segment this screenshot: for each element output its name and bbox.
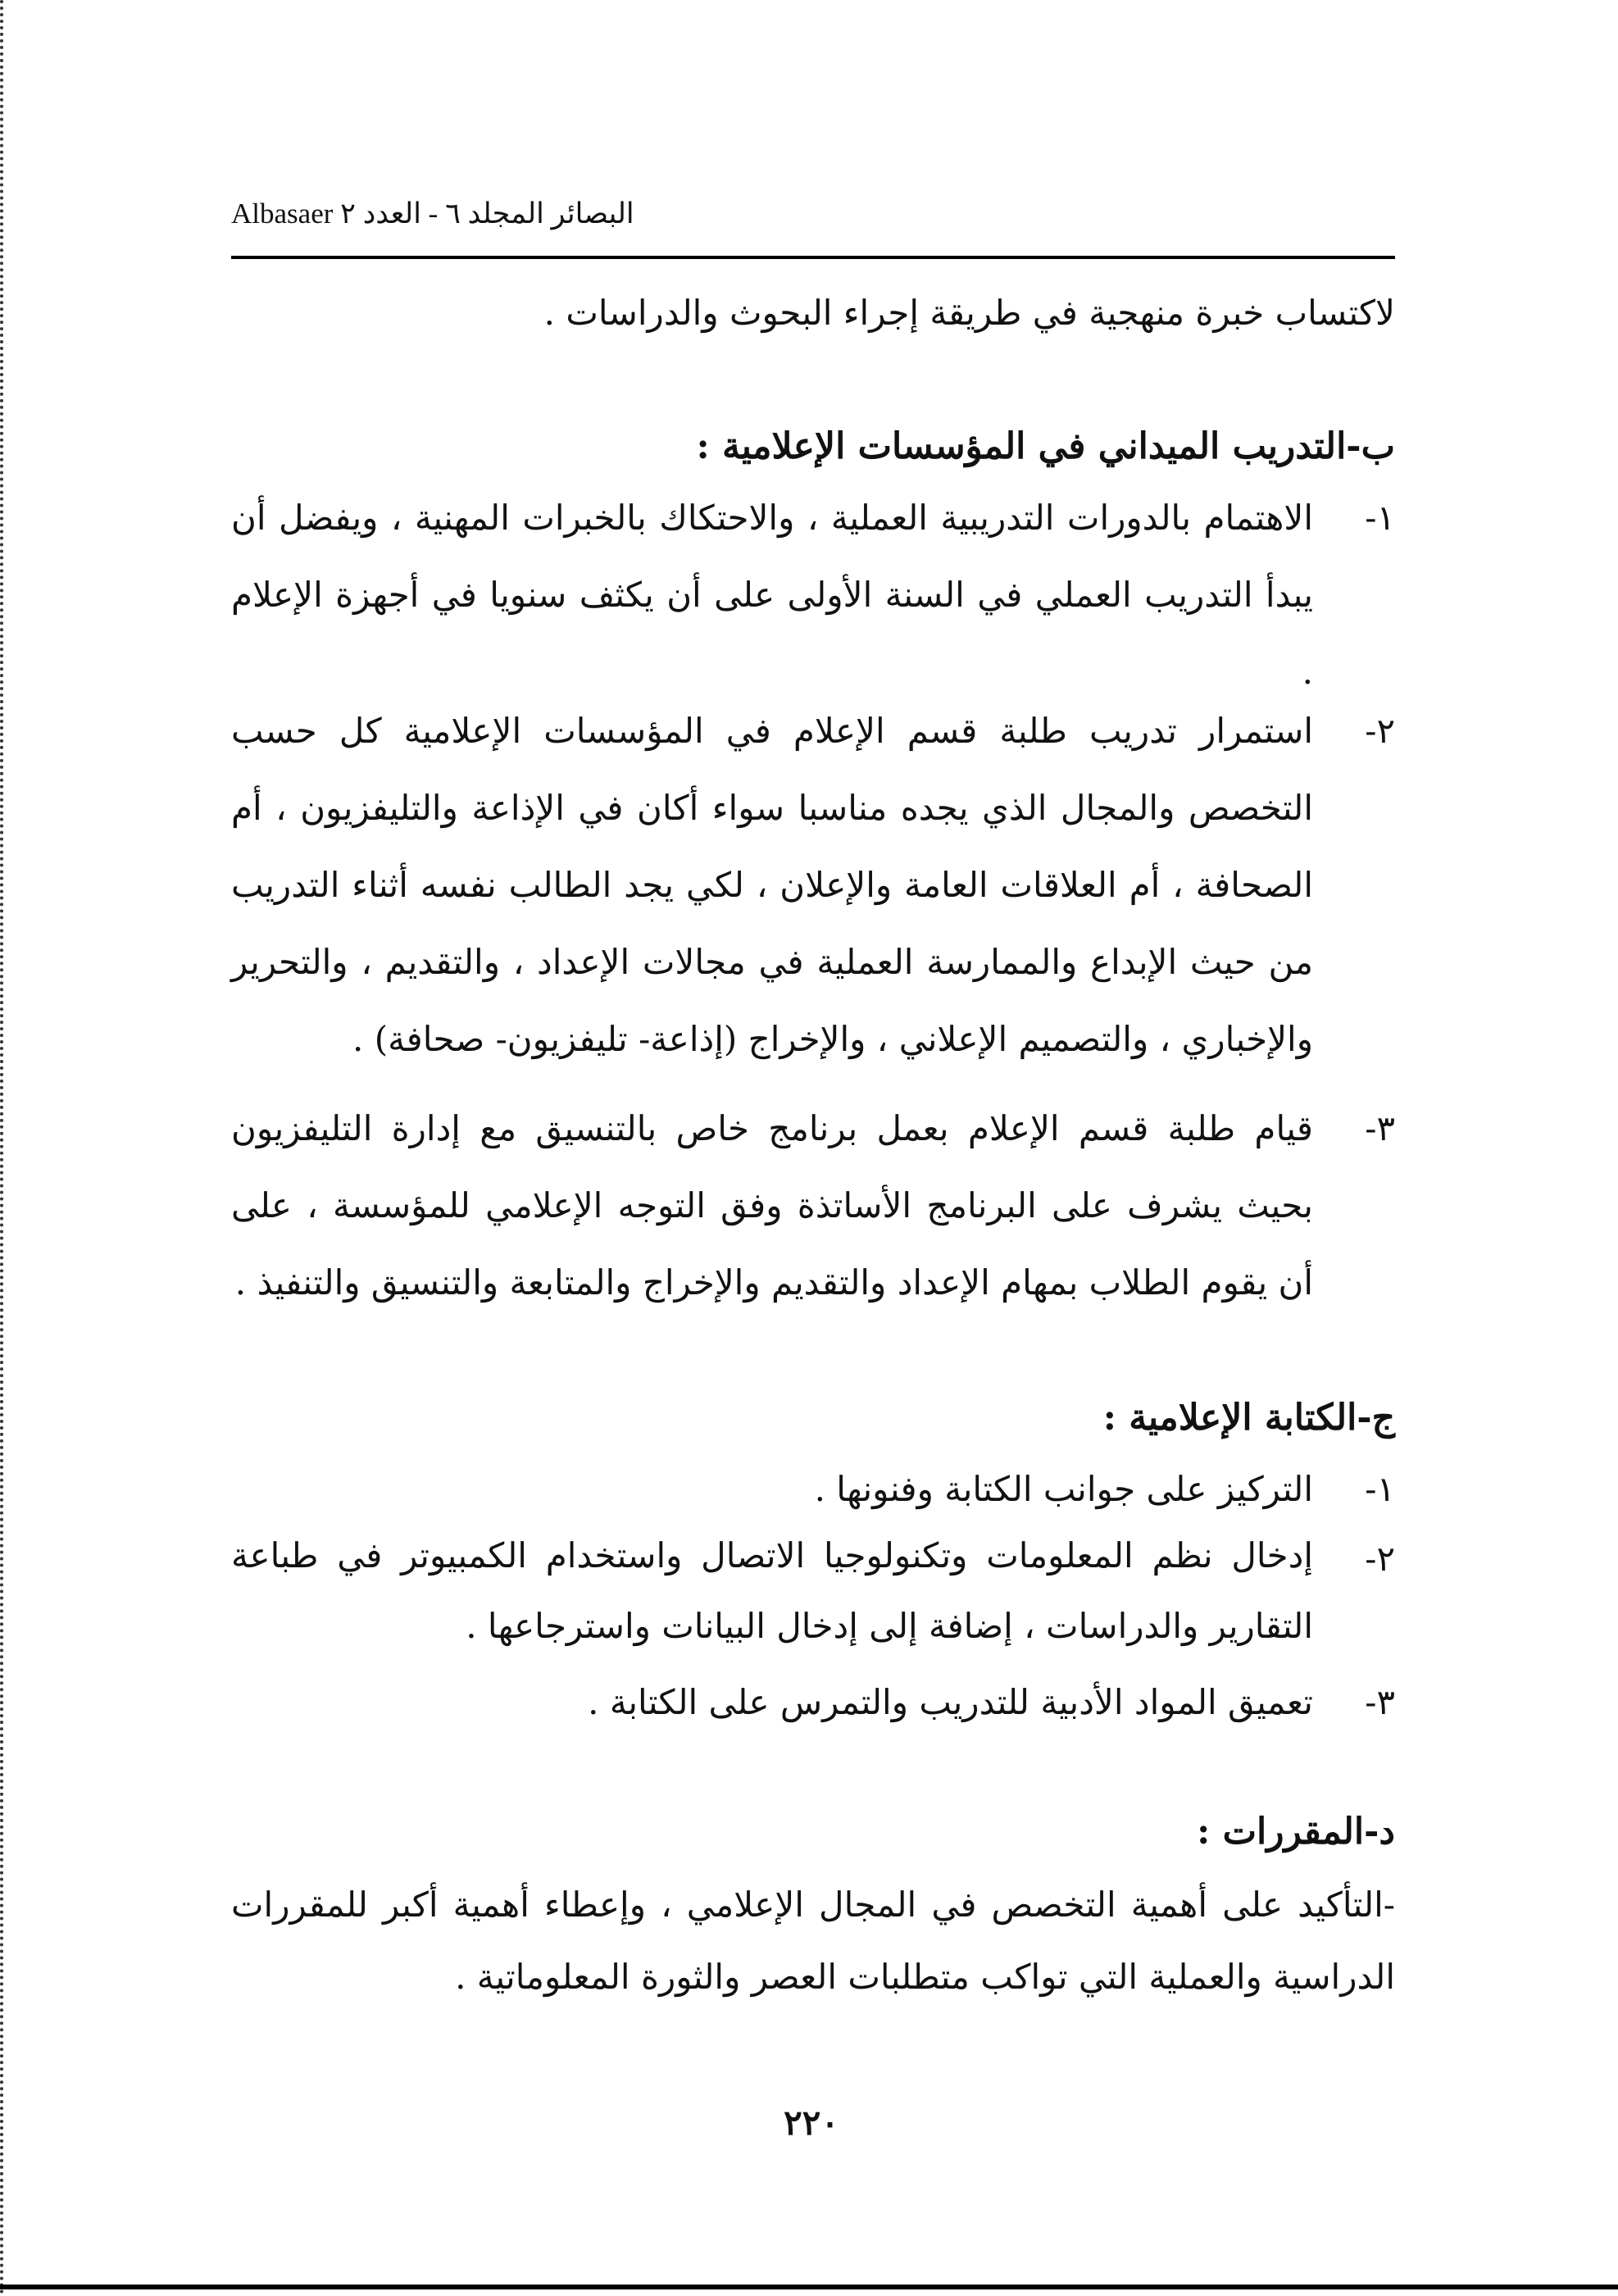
item-text: استمرار تدريب طلبة قسم الإعلام في المؤسسات الإعلامية كل حسب التخصص والمجال الذي يجده مناسبا سواء أكان في الإذاعة والتليفزيون ، أم الصحافة ، أم العلاقات العامة والإعلان ، لكي يجد الطالب نفسه أثناء التدريب من حيث الإبداع والممارسة العملية في مجالات الإعداد ، والتقديم ، والتحرير والإخباري ، والتصميم الإعلاني ، والإخراج (إذاعة- تليفزيون- صحافة) .: [231, 711, 1313, 1059]
section-d-heading: د-المقررات :: [1197, 1811, 1395, 1853]
header-rule: [231, 256, 1395, 259]
item-number: ١-: [1365, 1469, 1395, 1509]
section-b-heading: ب-التدريب الميداني في المؤسسات الإعلامية :: [696, 425, 1395, 467]
journal-header: Albasaer البصائر المجلد ٦ - العدد ٢: [231, 198, 634, 230]
section-b-item-1: [231, 480, 1395, 711]
item-number: ٣-: [1365, 1682, 1395, 1722]
section-c-heading: ج-الكتابة الإعلامية :: [1102, 1397, 1395, 1439]
running-header: [231, 193, 1395, 243]
item-text: التركيز على جوانب الكتابة وفنونها .: [814, 1469, 1313, 1509]
item-number: ١-: [1365, 498, 1395, 538]
section-b-item-3: [231, 1090, 1395, 1321]
section-b-item-2: [231, 693, 1395, 1078]
item-number: ٣-: [1365, 1108, 1395, 1148]
item-text: الاهتمام بالدورات التدريبية العملية ، والاحتكاك بالخبرات المهنية ، ويفضل أن يبدأ التدريب العملي في السنة الأولى على أن يكثف سنويا في أجهزة الإعلام .: [231, 498, 1313, 692]
item-text: إدخال نظم المعلومات وتكنولوجيا الاتصال واستخدام الكمبيوتر في طباعة التقارير والدراسات ، إضافة إلى إدخال البيانات واسترجاعها .: [231, 1535, 1313, 1646]
item-number: ٢-: [1365, 1539, 1395, 1579]
section-d-paragraph: -التأكيد على أهمية التخصص في المجال الإعلامي ، وإعطاء أهمية أكبر للمقررات الدراسية والعملية التي تواكب متطلبات العصر والثورة المعلوماتية .: [231, 1885, 1395, 1997]
section-c-item-2: [231, 1521, 1395, 1662]
item-text: تعميق المواد الأدبية للتدريب والتمرس على الكتابة .: [588, 1682, 1313, 1722]
section-c-item-3: [231, 1664, 1395, 1741]
page-number: ٢٢٠: [784, 2103, 839, 2143]
section-c-item-1: [231, 1451, 1395, 1528]
item-number: ٢-: [1365, 711, 1395, 751]
scan-binding-edge: [0, 0, 7, 2296]
scan-bottom-edge: [0, 2285, 1618, 2289]
item-text: قيام طلبة قسم الإعلام بعمل برنامج خاص بالتنسيق مع إدارة التليفزيون بحيث يشرف على البرنامج الأساتذة وفق التوجه الإعلامي للمؤسسة ، على أن يقوم الطلاب بمهام الإعداد والتقديم والإخراج والمتابعة والتنسيق والتنفيذ .: [231, 1108, 1314, 1303]
intro-continuation: لاكتساب خبرة منهجية في طريقة إجراء البحوث والدراسات .: [543, 293, 1395, 333]
